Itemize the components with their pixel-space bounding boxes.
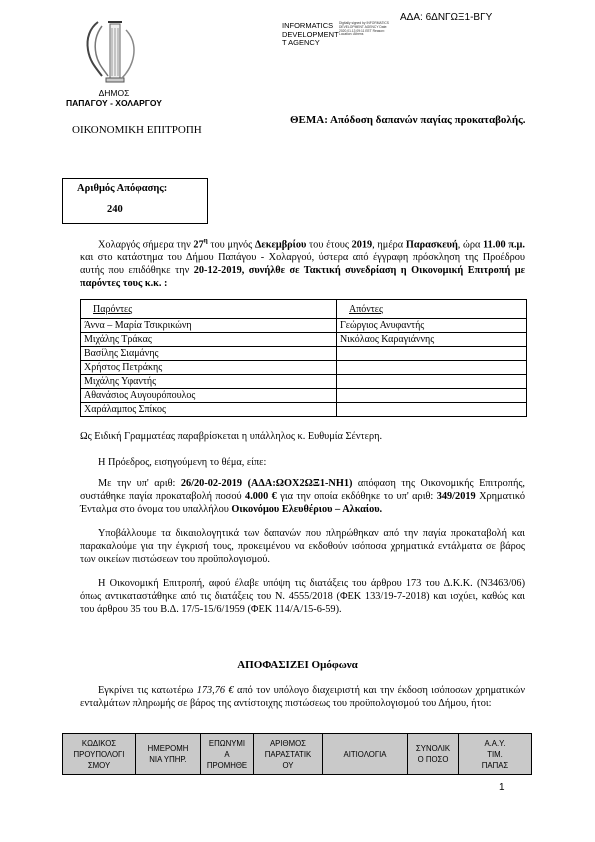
ada-code: ΑΔΑ: 6ΔΝΓΩΞ1-ΒΓΥ [400, 12, 493, 23]
intro-text: του μηνός [207, 239, 255, 251]
present-member: Άννα – Μαρία Τσικρικώνη [81, 319, 337, 333]
present-member: Μιχάλης Υφαντής [81, 375, 337, 389]
intro-weekday: Παρασκευή [405, 239, 458, 251]
col-text: ΣΜΟΥ [87, 760, 111, 770]
col-text: ΣΥΝΟΛΙΚ [415, 744, 451, 753]
warrant-number: 349/2019 [436, 491, 476, 502]
decision-reference: 26/20-02-2019 (ΑΔΑ:ΩΟΧ2ΩΞ1-ΝΗ1) [180, 478, 353, 489]
logo-caption [58, 88, 170, 108]
approved-amount: 173,76 € [196, 685, 234, 696]
attendance-header-row [81, 300, 527, 319]
col-service-date [136, 734, 201, 775]
intro-session: , συνήλθε σε Τακτική συνεδρίαση η Οικονομική Επιτροπή με παρόντες τους κ.κ. : [80, 265, 525, 290]
col-text: ΚΩΔΙΚΟΣ [81, 738, 117, 748]
absent-member [337, 389, 527, 403]
col-text: ΟΥ [282, 760, 294, 770]
digital-signature-details: Digitally signed by INFORMATICS DEVELOPMENT AGENCY Date: 2020.01.13 09:11 EET Reason: Location: Athens [339, 21, 389, 37]
present-member: Χρήστος Πετράκης [81, 361, 337, 375]
table-row [81, 403, 527, 417]
intro-text: , ώρα [457, 239, 484, 251]
absent-member [337, 375, 527, 389]
absent-member: Νικόλαος Καραγιάννης [337, 333, 527, 347]
col-total-amount [408, 734, 459, 775]
intro-paragraph [80, 235, 525, 290]
intro-text: και στο κατάστημα του Δήμου Παπάγου - Χολαργού, ύστερα από έγγραφη πρόσκληση της Προέδρου αυτής που επιδόθηκε την [80, 252, 525, 277]
decision-number: 240 [107, 204, 123, 215]
col-text: ΗΜΕΡΟΜΗ [147, 744, 189, 753]
intro-date: 20-12-2019 [193, 265, 242, 277]
col-text: ΑΙΤΙΟΛΟΓΙΑ [343, 749, 387, 759]
col-text: ΠΑΡΑΣΤΑΤΙΚ [264, 749, 312, 759]
table-row [81, 375, 527, 389]
absent-member: Γεώργιος Ανυφαντής [337, 319, 527, 333]
issuer-line-1: INFORMATICS [282, 21, 334, 30]
submission-paragraph: Υποβάλλουμε τα δικαιολογητικά των δαπανών που πληρώθηκαν από την παγία προκαταβολή και παρακαλούμε για την έγκρισή τους, προκειμένου να εκδοθούν ισόποσα χρηματικά εντάλματα σε βάρος των οικείων πιστώσεων του προϋπολογισμού. [80, 528, 525, 565]
col-text: ΝΙΑ ΥΠΗΡ. [149, 755, 187, 764]
col-document-number [254, 734, 323, 775]
col-supplier-name [201, 734, 254, 775]
col-justification [323, 734, 408, 775]
col-text: ΕΠΩΝΥΜΙ [208, 738, 246, 748]
col-text: Ο ΠΟΣΟ [417, 755, 449, 764]
paragraph-text: Εγκρίνει τις κατωτέρω [98, 685, 197, 696]
col-text: Α.Α.Υ. [484, 738, 506, 748]
intro-text: Χολαργός σήμερα την [98, 239, 194, 251]
establishment-paragraph [80, 477, 525, 516]
col-text: ΤΙΜ. [487, 749, 503, 759]
present-member: Αθανάσιος Αυγουρόπουλος [81, 389, 337, 403]
col-commitment-number [459, 734, 532, 775]
issuer-line-2: DEVELOPMENT [282, 29, 339, 39]
signature-issuer [282, 22, 339, 48]
paragraph-text: από τον υπόλογο διαχειριστή και την έκδοση ισόποσων χρηματικών ενταλμάτων πληρωμής σε βάρος της αντίστοιχης πιστώσεως του προϋπολογισμού του Δήμου, ήτοι: [80, 685, 525, 709]
logo-line-1: ΔΗΜΟΣ [98, 88, 130, 98]
employee-name: Οικονόμου Ελευθέριου – Αλκαίου. [231, 504, 383, 515]
attendance-table [80, 299, 527, 417]
present-header: Παρόντες [81, 300, 337, 319]
intro-month: Δεκεμβρίου [254, 239, 307, 251]
intro-day: 27 [193, 239, 204, 251]
absent-member [337, 361, 527, 375]
present-member: Χαράλαμπος Σπίκος [81, 403, 337, 417]
header-row [63, 734, 532, 775]
intro-time: 11.00 π.μ. [483, 239, 525, 251]
page-number: 1 [499, 782, 505, 793]
table-row [81, 333, 527, 347]
present-member: Βασίλης Σιαμάνης [81, 347, 337, 361]
approval-paragraph [80, 684, 525, 710]
col-budget-code [63, 734, 136, 775]
secretary-note: Ως Ειδική Γραμματέας παραβρίσκεται η υπάλληλος κ. Ευθυμία Σέντερη. [80, 431, 383, 442]
subject-line: ΘΕΜΑ: Απόδοση δαπανών παγίας προκαταβολής. [290, 114, 526, 126]
committee-paragraph: Η Οικονομική Επιτροπή, αφού έλαβε υπόψη τις διατάξεις του άρθρου 173 του Δ.Κ.Κ. (Ν3463/06) όπως αντικαταστάθηκε από τις διατάξεις του Ν. 4555/2018 (ΦΕΚ 133/19-7-2018) και ισχύει, καθώς και του άρθρου 35 του Β.Δ. 17/5-15/6/1959 (ΦΕΚ 114/Α/15-6-59). [80, 578, 525, 615]
intro-text: του έτους [306, 239, 352, 251]
absent-member [337, 347, 527, 361]
intro-day-suffix: η [203, 237, 208, 245]
absent-member [337, 403, 527, 417]
table-row [81, 347, 527, 361]
present-member: Μιχάλης Τράκας [81, 333, 337, 347]
intro-text: , ημέρα [372, 239, 406, 251]
paragraph-text: απόφαση της Οικονομικής Επιτροπής, συστάθηκε παγία προκαταβολή ποσού [80, 478, 525, 502]
paragraph-text: Χρηματικό Ένταλμα στο όνομα του υπαλλήλου [80, 491, 525, 515]
chair-statement: Η Πρόεδρος, εισηγούμενη το θέμα, είπε: [98, 457, 267, 468]
decision-number-box [62, 178, 208, 224]
paragraph-text: για την οποία εκδόθηκε το υπ' αριθ: [276, 491, 437, 502]
paragraph-text: Με την υπ' αριθ: [98, 478, 181, 489]
logo-line-2: ΠΑΠΑΓΟΥ - ΧΟΛΑΡΓΟΥ [66, 98, 162, 108]
col-text: ΠΑΠΑΣ [481, 760, 509, 770]
col-text: Α [224, 749, 230, 759]
absent-header: Απόντες [337, 300, 527, 319]
col-text: ΑΡΙΘΜΟΣ [269, 738, 306, 748]
decides-heading: ΑΠΟΦΑΣΙΖΕΙ Ομόφωνα [237, 659, 358, 671]
advance-amount: 4.000 € [245, 491, 277, 502]
committee-name: ΟΙΚΟΝΟΜΙΚΗ ΕΠΙΤΡΟΠΗ [72, 124, 202, 136]
expenses-table-header [62, 733, 532, 775]
intro-year: 2019 [351, 239, 373, 251]
issuer-line-3: T AGENCY [282, 38, 320, 47]
decision-label: Αριθμός Απόφασης: [77, 183, 168, 194]
table-row [81, 319, 527, 333]
col-text: ΠΡΟΥΠΟΛΟΓΙ [73, 749, 125, 759]
col-text: ΠΡΟΜΗΘΕ [206, 760, 248, 770]
table-row [81, 389, 527, 403]
table-row [81, 361, 527, 375]
